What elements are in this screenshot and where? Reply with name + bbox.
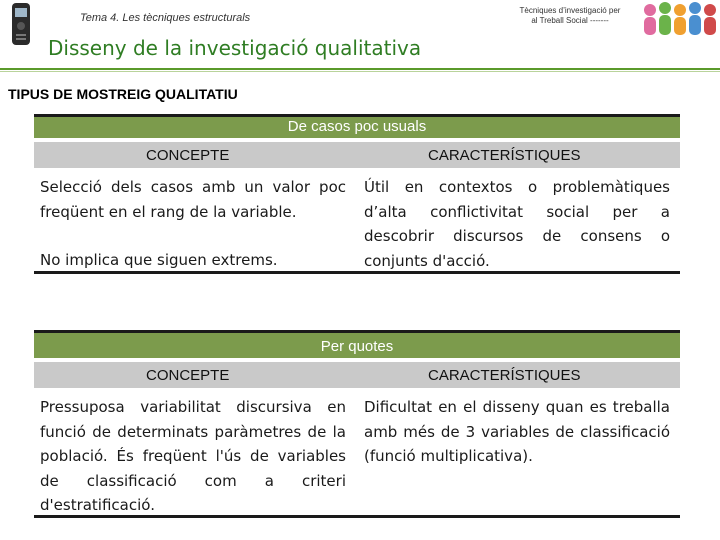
title-divider — [0, 68, 720, 70]
topic-label: Tema 4. Les tècniques estructurals — [80, 12, 251, 24]
characteristics-text: Útil en contextos o problemàtiques d’alta conflictivitat social per a descobrir discursos de consens o conjunts d'acció. — [364, 178, 670, 270]
people-group-icon — [640, 0, 720, 38]
section-bottom-rule — [34, 271, 680, 274]
column-header-row — [34, 142, 680, 168]
section-heading-rare-cases: De casos poc usuals — [34, 114, 680, 138]
section-subtitle: TIPUS DE MOSTREIG QUALITATIU — [8, 86, 238, 102]
course-label: Tècniques d’investigació per al Treball Social ------- — [519, 6, 621, 25]
column-header-concept: CONCEPTE — [146, 367, 230, 384]
page-title: Disseny de la investigació qualitativa — [48, 36, 422, 60]
recorder-device-icon — [6, 2, 36, 46]
section-heading-quotas: Per quotes — [34, 330, 680, 358]
column-header-row — [34, 362, 680, 388]
concept-text: Selecció dels casos amb un valor poc freqüent en el rang de la variable. — [40, 178, 346, 221]
concept-text: Pressuposa variabilitat discursiva en funció de determinats paràmetres de la població. És freqüent l'ús de variables de classificació com a criteri d'estratificació. — [40, 398, 346, 514]
section-bottom-rule — [34, 515, 680, 518]
column-header-characteristics: CARACTERÍSTIQUES — [428, 147, 581, 164]
concept-note: No implica que siguen extrems. — [40, 251, 278, 269]
column-header-characteristics: CARACTERÍSTIQUES — [428, 367, 581, 384]
column-header-concept: CONCEPTE — [146, 147, 230, 164]
title-divider-light — [0, 71, 720, 72]
characteristics-text: Dificultat en el disseny quan es treballa amb més de 3 variables de classificació (funció multiplicativa). — [364, 398, 670, 465]
